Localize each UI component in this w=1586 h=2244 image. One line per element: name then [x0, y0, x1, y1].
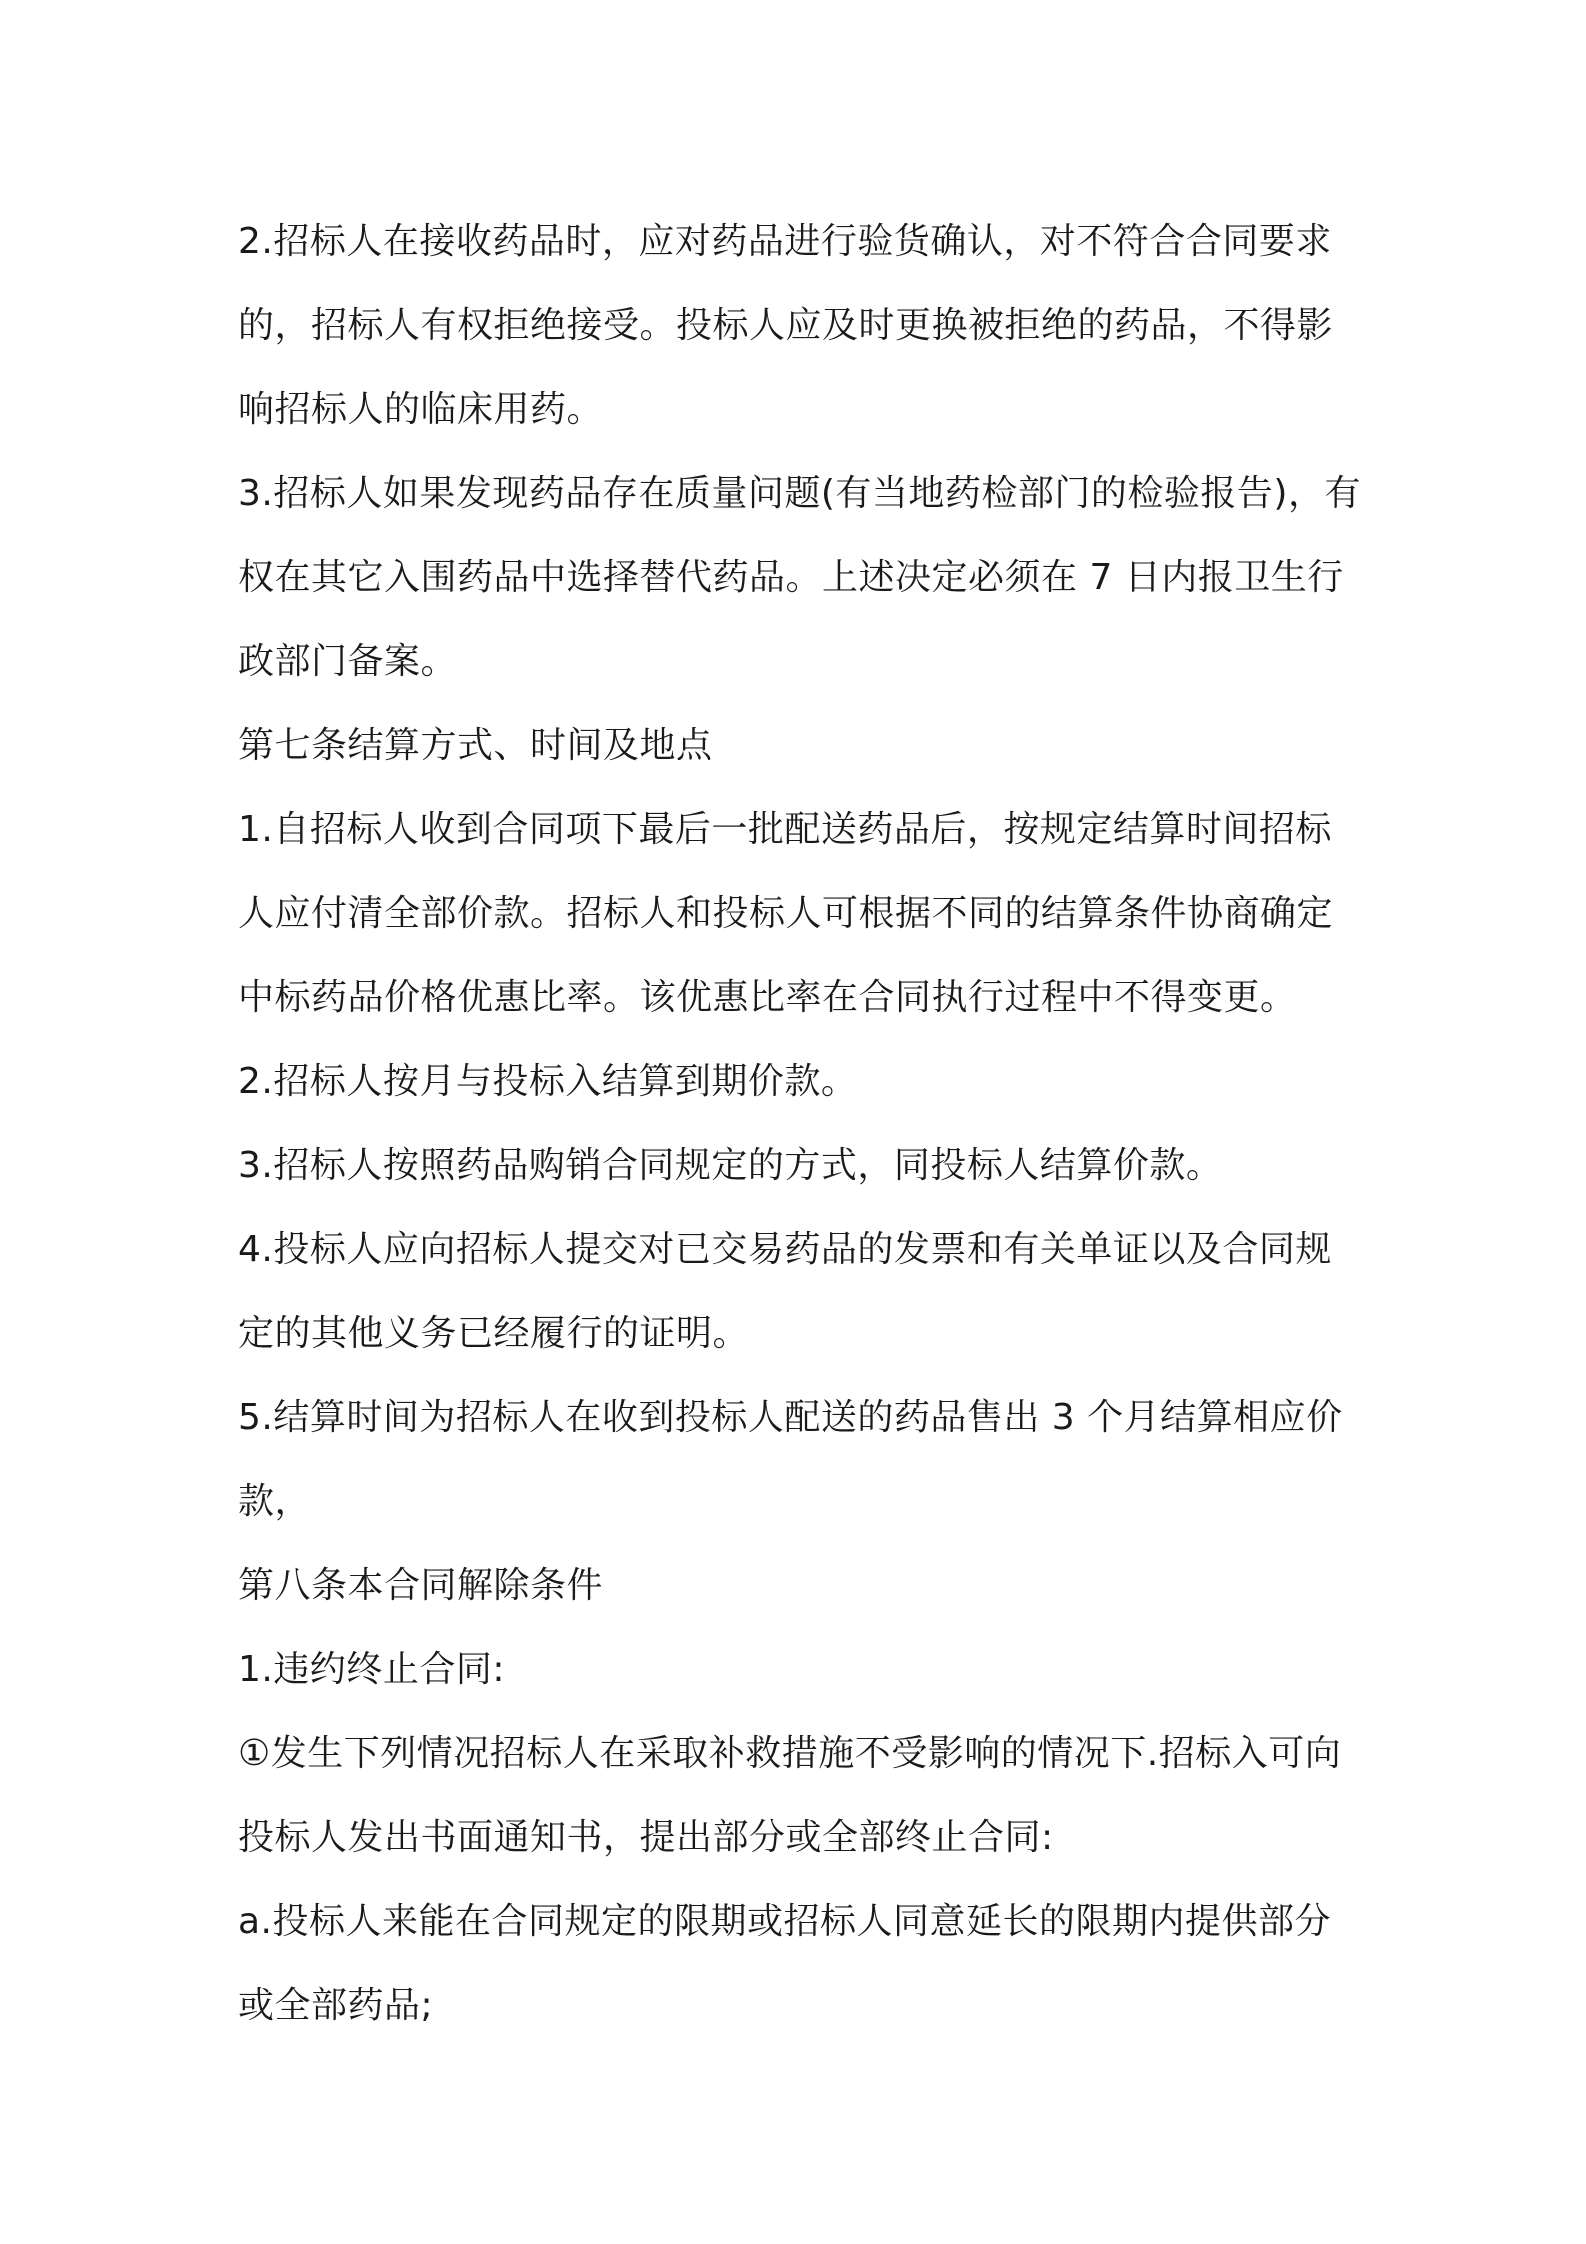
paragraph-acceptance-inspection: 2.招标人在接收药品时，应对药品进行验货确认，对不符合合同要求的，招标人有权拒绝接受。投标人应及时更换被拒绝的药品，不得影响招标人的临床用药。	[238, 221, 1334, 430]
paragraph-settlement-1: 1.自招标人收到合同项下最后一批配送药品后，按规定结算时间招标人应付清全部价款。招标人和投标人可根据不同的结算条件协商确定中标药品价格优惠比率。该优惠比率在合同执行过程中不得变更。	[238, 809, 1334, 1018]
section-heading-article-7: 第七条结算方式、时间及地点	[238, 725, 713, 766]
paragraph-termination-1: 1.违约终止合同:	[238, 1649, 505, 1690]
paragraph-settlement-2: 2.招标人按月与投标入结算到期价款。	[238, 1061, 858, 1102]
paragraph-settlement-4: 4.投标人应向招标人提交对已交易药品的发票和有关单证以及合同规定的其他义务已经履行的证明。	[238, 1229, 1332, 1354]
paragraph-settlement-5: 5.结算时间为招标人在收到投标人配送的药品售出 3 个月结算相应价款，	[238, 1397, 1343, 1522]
paragraph-termination-a: a.投标人来能在合同规定的限期或招标人同意延长的限期内提供部分或全部药品;	[238, 1901, 1332, 2026]
paragraph-quality-issue: 3.招标人如果发现药品存在质量问题(有当地药检部门的检验报告)，有权在其它入围药品中选择替代药品。上述决定必须在 7 日内报卫生行政部门备案。	[238, 473, 1361, 682]
paragraph-settlement-3: 3.招标人按照药品购销合同规定的方式，同投标人结算价款。	[238, 1145, 1223, 1186]
paragraph-termination-circled-1: ①发生下列情况招标人在采取补救措施不受影响的情况下.招标入可向投标人发出书面通知书，提出部分或全部终止合同:	[238, 1733, 1342, 1858]
section-heading-article-8: 第八条本合同解除条件	[238, 1565, 604, 1606]
document-body	[238, 200, 1364, 2048]
